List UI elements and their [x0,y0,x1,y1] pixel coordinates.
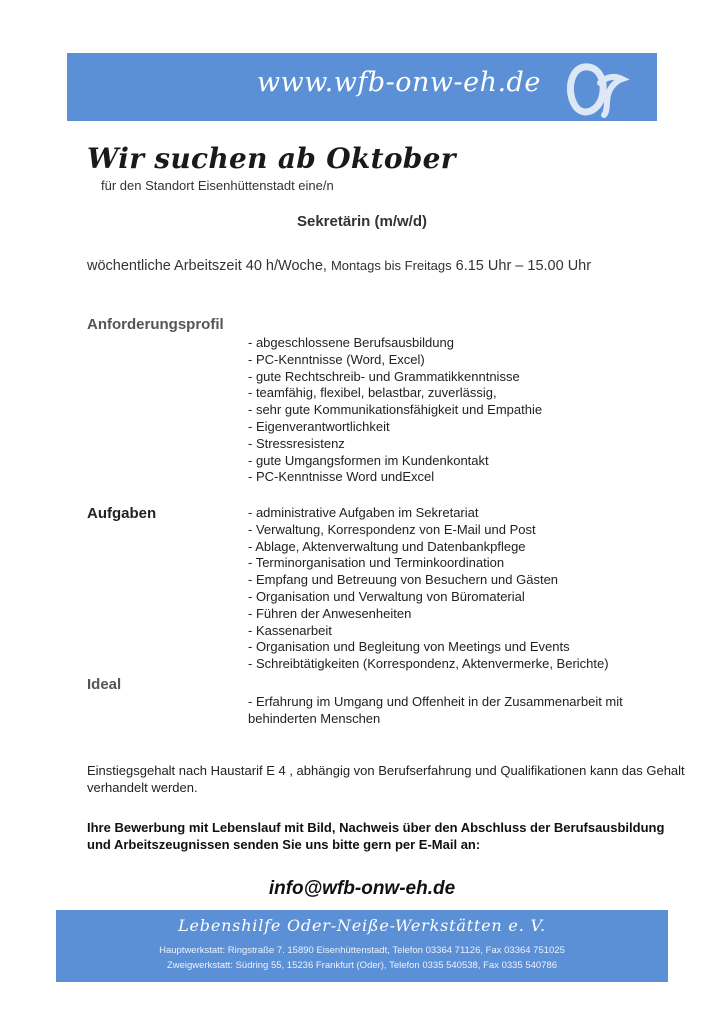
list-item: - Terminorganisation und Terminkoordination [248,555,505,571]
list-item: - Ablage, Aktenverwaltung und Datenbankpflege [248,538,526,554]
list-item: - Kassenarbeit [248,622,332,638]
tasks-heading: Aufgaben [87,505,157,522]
requirements-list [248,335,542,486]
footer-organization: Lebenshilfe Oder-Neiße-Werkstätten e. V. [178,916,546,935]
worktime-hours: 6.15 Uhr – 15.00 Uhr [451,258,592,274]
requirements-heading: Anforderungsprofil [87,316,224,333]
list-item: - Organisation und Begleitung von Meetings und Events [248,639,570,655]
worktime [87,258,591,274]
list-item: - Schreibtätigkeiten (Korrespondenz, Aktenvermerke, Berichte) [248,656,609,672]
salary-paragraph: Einstiegsgehalt nach Haustarif E 4 , abhängig von Berufserfahrung und Qualifikationen kann das Gehalt verhandelt werden. [87,763,685,795]
tasks-list [248,505,609,673]
list-item: - teamfähig, flexibel, belastbar, zuverlässig, [248,385,497,401]
contact-email[interactable]: info@wfb-onw-eh.de [268,878,456,899]
footer-address-branch: Zweigwerkstatt: Südring 55, 15236 Frankfurt (Oder), Telefon 0335 540538, Fax 0335 540786 [166,960,558,971]
location-subline: für den Standort Eisenhüttenstadt eine/n [101,178,334,193]
list-item: - gute Umgangsformen im Kundenkontakt [248,452,489,468]
worktime-main: wöchentliche Arbeitszeit 40 h/Woche, [87,258,331,274]
list-item: - Führen der Anwesenheiten [248,605,412,621]
footer-band [56,910,668,982]
header-url: www.wfb-onw-eh.de [257,67,541,98]
list-item: - Stressresistenz [248,435,345,451]
list-item: - PC-Kenntnisse (Word, Excel) [248,351,425,367]
headline: Wir suchen ab Oktober [87,142,456,175]
ideal-list [248,693,678,727]
list-item: - abgeschlossene Berufsausbildung [248,335,454,350]
list-item: - gute Rechtschreib- und Grammatikkenntnisse [248,368,520,384]
footer-address-main: Hauptwerkstatt: Ringstraße 7. 15890 Eisenhüttenstadt, Telefon 03364 71126, Fax 03364 751025 [159,945,565,956]
worktime-days: Montags bis Freitags [330,258,452,273]
list-item: - sehr gute Kommunikationsfähigkeit und Empathie [248,402,543,418]
ideal-heading: Ideal [87,676,122,693]
list-item: - Verwaltung, Korrespondenz von E-Mail und Post [248,521,536,537]
list-item: - Eigenverantwortlichkeit [248,418,390,434]
list-item: - administrative Aufgaben im Sekretariat [248,505,479,520]
application-instructions: Ihre Bewerbung mit Lebenslauf mit Bild, Nachweis über den Abschluss der Berufsausbildung und Arbeitszeugnissen senden Sie uns bitte gern per E-Mail an: [87,820,665,852]
header-band [67,53,657,121]
list-item: - Organisation und Verwaltung von Büromaterial [248,588,525,604]
organization-logo [562,53,632,121]
list-item: - Empfang und Betreuung von Besuchern und Gästen [248,572,559,588]
list-item: - Erfahrung im Umgang und Offenheit in der Zusammenarbeit mit behinderten Menschen [248,694,623,726]
job-title: Sekretärin (m/w/d) [296,213,428,230]
list-item: - PC-Kenntnisse Word undExcel [248,469,435,485]
